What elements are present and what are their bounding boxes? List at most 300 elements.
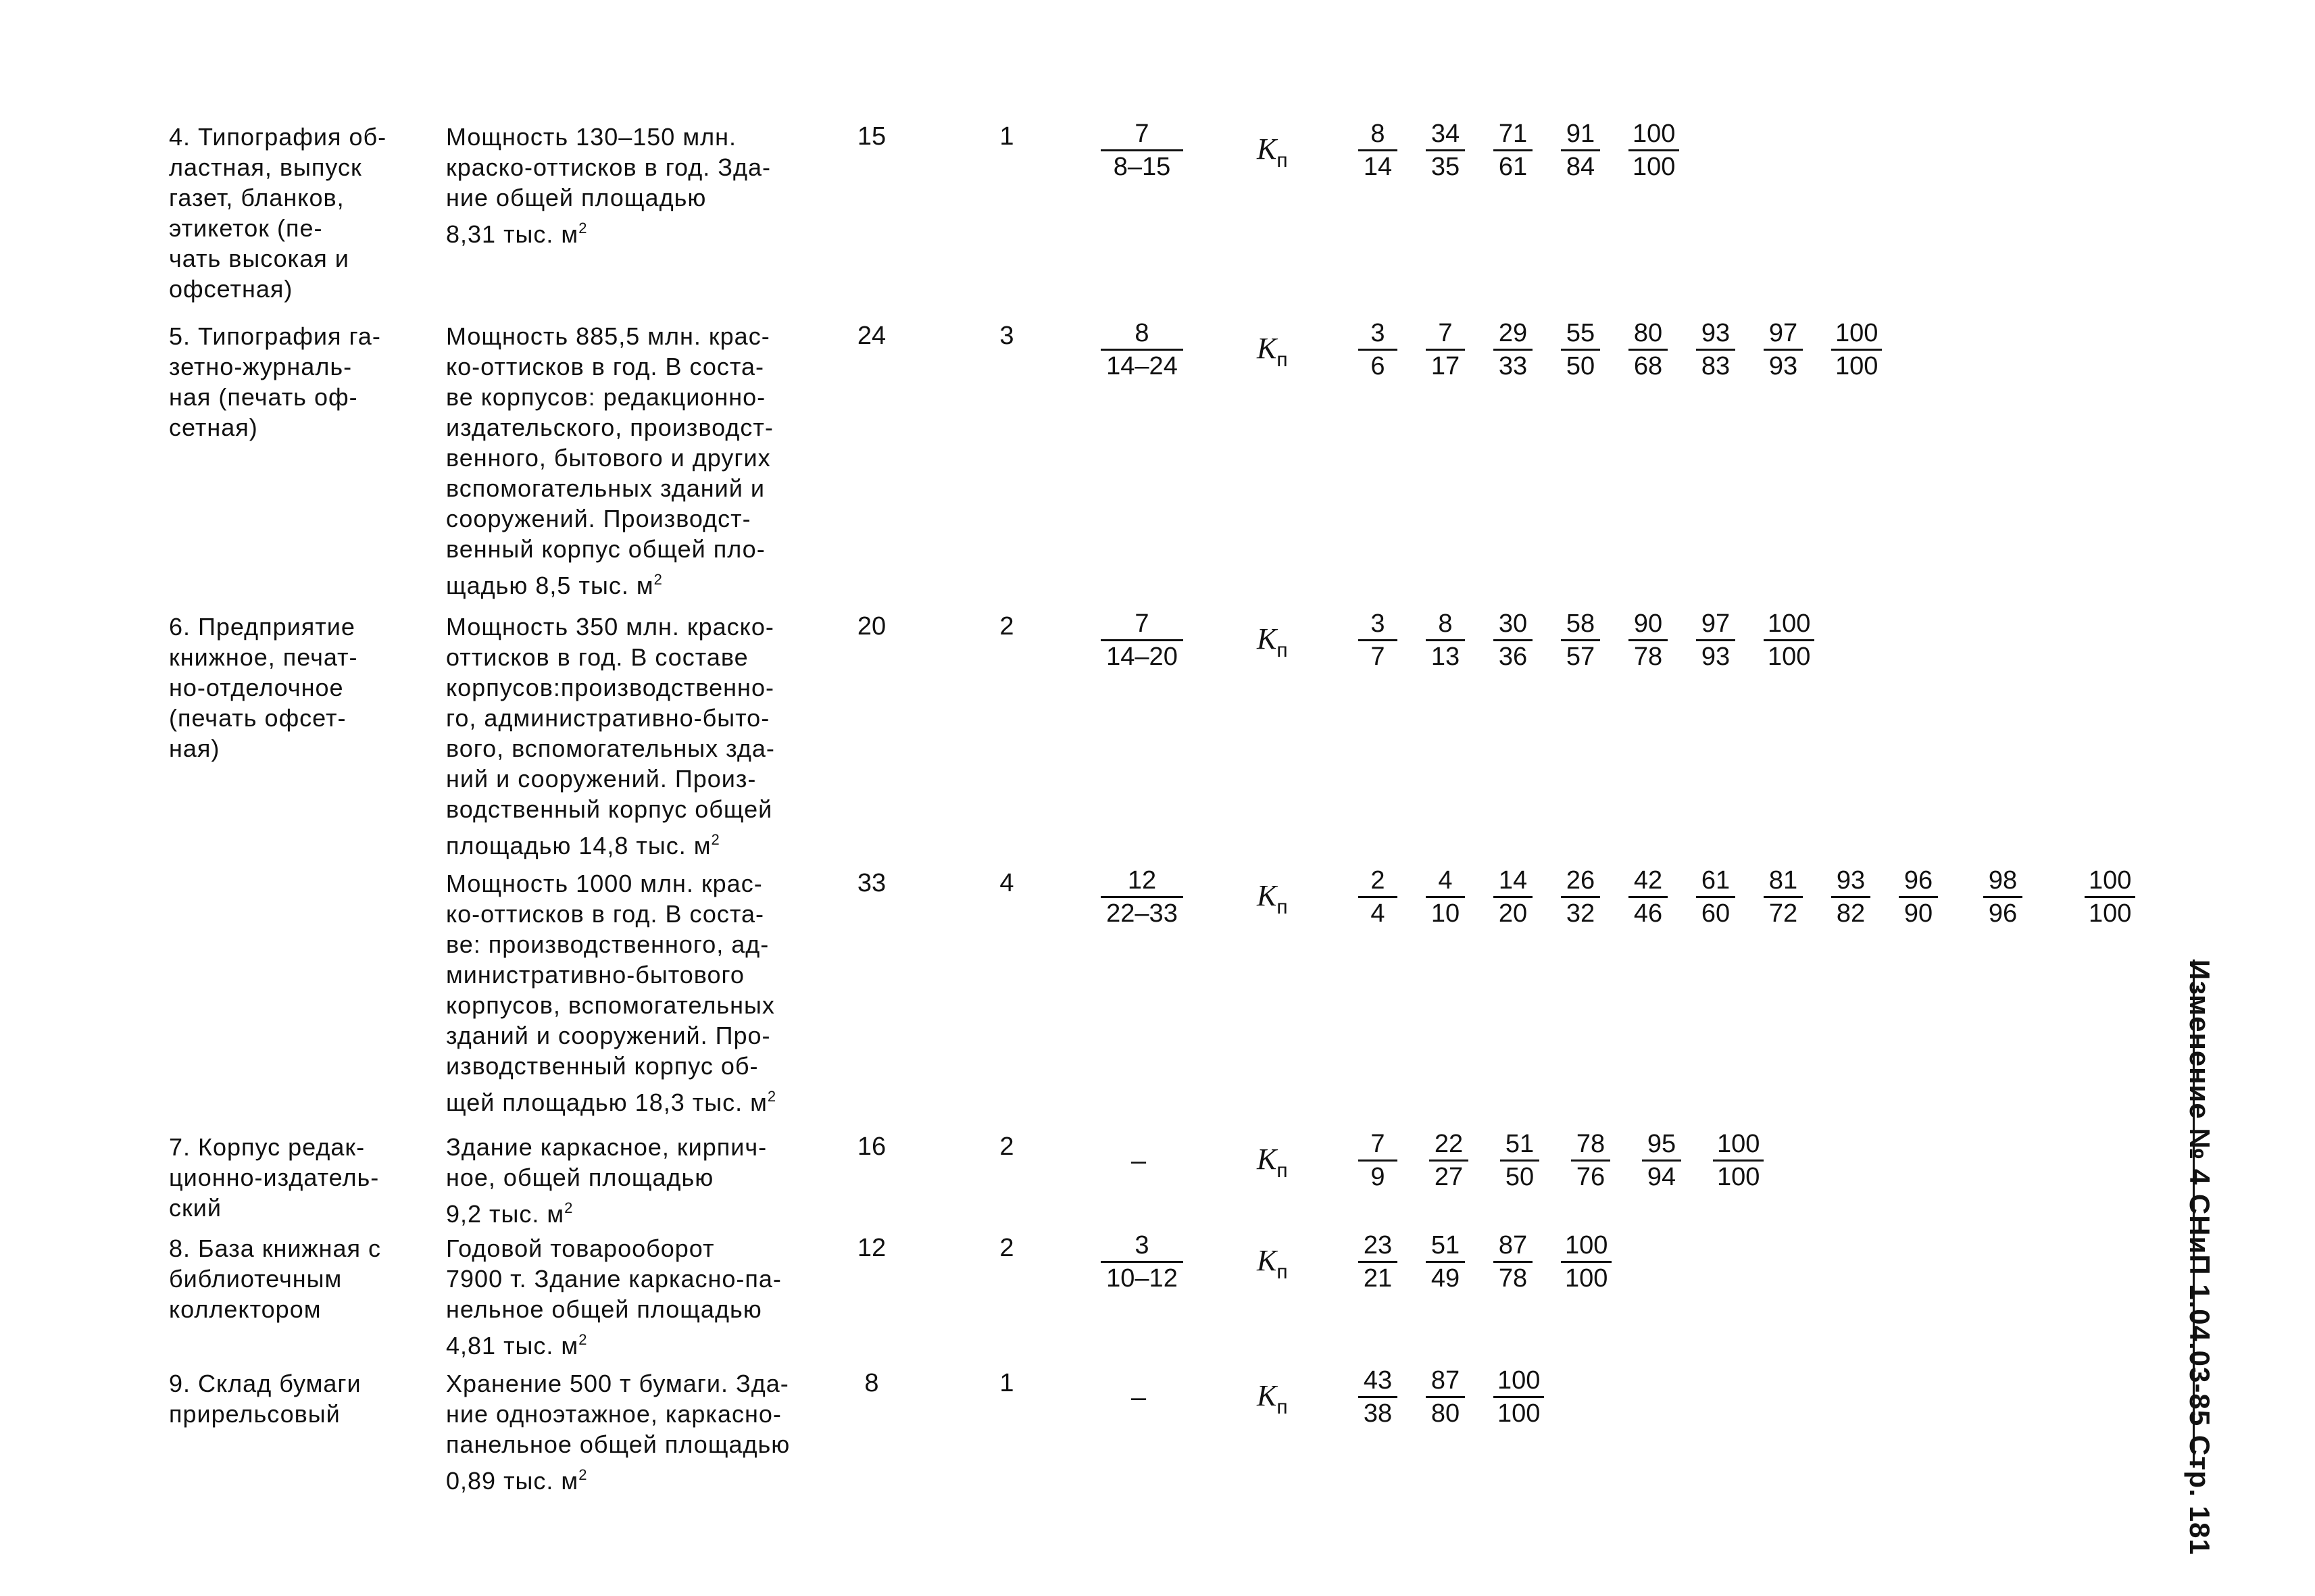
enterprise-description xyxy=(446,321,797,601)
description-line xyxy=(446,412,797,443)
description-text: корпусов:производственно- xyxy=(446,674,774,701)
description-line xyxy=(446,182,797,213)
description-line xyxy=(446,899,797,929)
description-line xyxy=(446,1193,797,1229)
fraction-denominator: 60 xyxy=(1701,899,1731,928)
fraction-numerator: 61 xyxy=(1696,865,1735,898)
kp-base: K xyxy=(1257,332,1277,365)
kp-base: K xyxy=(1257,132,1277,166)
coefficient-fraction xyxy=(1628,865,1668,929)
unit-superscript: 2 xyxy=(578,1331,588,1348)
description-text: министративно-бытового xyxy=(446,961,745,989)
fraction-denominator: 38 xyxy=(1363,1399,1393,1428)
coefficient-fraction xyxy=(1628,318,1668,382)
fraction-numerator: 100 xyxy=(1628,118,1679,151)
coefficient-fraction xyxy=(1358,1128,1397,1193)
coefficient-fraction xyxy=(2085,865,2135,929)
description-text: Хранение 500 т бумаги. Зда- xyxy=(446,1370,789,1397)
fraction-denominator: 72 xyxy=(1768,899,1798,928)
fraction-numerator: 8 xyxy=(1426,608,1465,641)
fraction-numerator: 100 xyxy=(2085,865,2135,898)
unit-superscript: 2 xyxy=(767,1088,777,1105)
fraction-denominator: 96 xyxy=(1988,899,2018,928)
fraction-denominator: 84 xyxy=(1566,153,1595,181)
description-line xyxy=(446,1081,797,1118)
coefficient-fraction xyxy=(1642,1128,1681,1193)
kp-label xyxy=(1257,333,1288,376)
value-a: 24 xyxy=(857,322,887,350)
fraction-denominator: 22–33 xyxy=(1106,899,1178,928)
fraction-denominator: 10–12 xyxy=(1106,1264,1178,1293)
fraction-numerator: 12 xyxy=(1101,865,1183,898)
description-text: 7900 т. Здание каркасно-па- xyxy=(446,1265,782,1293)
kp-base: K xyxy=(1257,879,1277,912)
fraction-numerator: 100 xyxy=(1831,318,1882,351)
description-text: ний и сооружений. Произ- xyxy=(446,765,757,793)
description-line xyxy=(446,473,797,503)
description-text: Мощность 885,5 млн. крас- xyxy=(446,322,770,350)
coefficient-fraction xyxy=(1696,865,1735,929)
fraction-denominator: 90 xyxy=(1903,899,1933,928)
description-line xyxy=(446,321,797,351)
fraction-denominator: 100 xyxy=(1717,1163,1760,1191)
description-text: ве корпусов: редакционно- xyxy=(446,383,766,411)
description-text: Мощность 130–150 млн. xyxy=(446,123,737,151)
description-line xyxy=(446,1429,797,1460)
fraction-denominator: 8–15 xyxy=(1113,153,1171,181)
enterprise-description xyxy=(446,122,797,249)
fraction-numerator: 100 xyxy=(1561,1230,1612,1263)
duration-fraction xyxy=(1074,1230,1210,1294)
description-text: 8,31 тыс. м xyxy=(446,220,579,248)
description-text: ко-оттисков в год. В соста- xyxy=(446,900,765,928)
kp-label xyxy=(1257,624,1288,666)
fraction-numerator: 93 xyxy=(1696,318,1735,351)
description-line xyxy=(446,794,797,824)
fraction-numerator: 3 xyxy=(1101,1230,1183,1263)
enterprise-name-line: ная (печать оф- xyxy=(169,383,358,411)
fraction-denominator: 27 xyxy=(1434,1163,1464,1191)
enterprise-name-line: ционно-издатель- xyxy=(169,1164,380,1191)
description-line xyxy=(446,929,797,959)
coefficient-fraction xyxy=(1426,865,1465,929)
description-line xyxy=(446,152,797,182)
fraction-numerator: 8 xyxy=(1101,318,1183,351)
coefficient-fraction xyxy=(1426,318,1465,382)
duration-fraction xyxy=(1074,318,1210,382)
description-text: вого, вспомогательных зда- xyxy=(446,734,775,762)
description-text: ние одноэтажное, каркасно- xyxy=(446,1400,782,1428)
enterprise-name-line: 9. Склад бумаги xyxy=(169,1370,362,1397)
enterprise-name xyxy=(169,1368,426,1429)
kp-subscript: п xyxy=(1276,149,1288,172)
fraction-denominator: 83 xyxy=(1701,352,1731,380)
value-b: 3 xyxy=(999,322,1014,350)
value-a: 16 xyxy=(857,1132,887,1161)
coefficient-fraction xyxy=(1500,1128,1539,1193)
fraction-denominator: 80 xyxy=(1430,1399,1460,1428)
fraction-denominator: 17 xyxy=(1430,352,1460,380)
fraction-numerator: 100 xyxy=(1764,608,1814,641)
fraction-numerator: 98 xyxy=(1983,865,2022,898)
description-text: краско-оттисков в год. Зда- xyxy=(446,153,772,181)
fraction-numerator: 71 xyxy=(1493,118,1533,151)
description-line xyxy=(446,959,797,990)
fraction-denominator: 100 xyxy=(1497,1399,1541,1428)
fraction-denominator: 78 xyxy=(1633,643,1663,671)
fraction-numerator: 87 xyxy=(1493,1230,1533,1263)
fraction-numerator: 43 xyxy=(1358,1365,1397,1398)
description-line xyxy=(446,672,797,703)
description-text: Здание каркасное, кирпич- xyxy=(446,1133,768,1161)
description-line xyxy=(446,1132,797,1162)
description-text: Годовой товарооборот xyxy=(446,1235,715,1262)
description-text: Мощность 1000 млн. крас- xyxy=(446,870,763,897)
coefficient-fraction xyxy=(1628,118,1679,182)
kp-subscript: п xyxy=(1276,896,1288,918)
description-line xyxy=(446,503,797,534)
enterprise-description xyxy=(446,868,797,1118)
coefficient-fraction xyxy=(1764,318,1803,382)
enterprise-name xyxy=(169,321,426,443)
fraction-denominator: 61 xyxy=(1498,153,1528,181)
coefficient-fraction xyxy=(1493,1230,1533,1294)
description-text: го, административно-быто- xyxy=(446,704,770,732)
fraction-denominator: 20 xyxy=(1498,899,1528,928)
enterprise-name-line: ная) xyxy=(169,734,220,762)
kp-subscript: п xyxy=(1276,639,1288,662)
description-line xyxy=(446,1051,797,1081)
description-text: ное, общей площадью xyxy=(446,1164,714,1191)
fraction-denominator: 6 xyxy=(1370,352,1385,380)
description-text: издательского, производст- xyxy=(446,414,774,441)
fraction-denominator: 14–24 xyxy=(1106,352,1178,380)
description-line xyxy=(446,534,797,564)
enterprise-name-line: (печать офсет- xyxy=(169,704,347,732)
description-line xyxy=(446,990,797,1020)
fraction-denominator: 68 xyxy=(1633,352,1663,380)
description-text: зданий и сооружений. Про- xyxy=(446,1022,771,1049)
fraction-numerator: 97 xyxy=(1764,318,1803,351)
enterprise-name-line: зетно-журналь- xyxy=(169,353,353,380)
fraction-numerator: 7 xyxy=(1101,608,1183,641)
enterprise-name xyxy=(169,612,426,764)
enterprise-name-line: книжное, печат- xyxy=(169,643,358,671)
coefficient-fraction xyxy=(1426,608,1465,672)
duration-fraction xyxy=(1074,118,1210,182)
enterprise-name-line: 6. Предприятие xyxy=(169,613,355,641)
fraction-numerator: 93 xyxy=(1831,865,1870,898)
unit-superscript: 2 xyxy=(653,571,663,588)
fraction-denominator: 94 xyxy=(1647,1163,1676,1191)
fraction-numerator: 23 xyxy=(1358,1230,1397,1263)
description-line xyxy=(446,733,797,764)
coefficient-fraction xyxy=(1561,865,1600,929)
fraction-denominator: 46 xyxy=(1633,899,1663,928)
description-line xyxy=(446,703,797,733)
unit-superscript: 2 xyxy=(711,831,720,848)
fraction-numerator: 100 xyxy=(1713,1128,1764,1162)
fraction-denominator: 50 xyxy=(1505,1163,1535,1191)
enterprise-name-line: сетная) xyxy=(169,414,258,441)
fraction-numerator: 81 xyxy=(1764,865,1803,898)
description-line xyxy=(446,564,797,601)
fraction-numerator: 91 xyxy=(1561,118,1600,151)
description-text: ве: производственного, ад- xyxy=(446,930,770,958)
enterprise-name-line: но-отделочное xyxy=(169,674,344,701)
fraction-denominator: 4 xyxy=(1370,899,1385,928)
fraction-numerator: 90 xyxy=(1628,608,1668,641)
coefficient-fraction xyxy=(1696,318,1735,382)
description-text: нельное общей площадью xyxy=(446,1295,762,1323)
fraction-denominator: 9 xyxy=(1370,1163,1385,1191)
value-a: 33 xyxy=(857,869,887,897)
fraction-numerator: 95 xyxy=(1642,1128,1681,1162)
fraction-denominator: 100 xyxy=(1633,153,1676,181)
kp-subscript: п xyxy=(1276,1159,1288,1182)
enterprise-name-line: 4. Типография об- xyxy=(169,123,387,151)
value-b: 1 xyxy=(999,122,1014,151)
description-text: ние общей площадью xyxy=(446,184,707,211)
fraction-numerator: 3 xyxy=(1358,608,1397,641)
description-line xyxy=(446,1233,797,1264)
description-line xyxy=(446,1460,797,1496)
value-b: 2 xyxy=(999,612,1014,641)
coefficient-fraction xyxy=(1571,1128,1610,1193)
description-line xyxy=(446,382,797,412)
coefficient-fraction xyxy=(1713,1128,1764,1193)
kp-subscript: п xyxy=(1276,349,1288,371)
fraction-numerator: 7 xyxy=(1358,1128,1397,1162)
description-line xyxy=(446,122,797,152)
enterprise-name-line: чать высокая и xyxy=(169,245,349,272)
fraction-denominator: 7 xyxy=(1370,643,1385,671)
side-title: Изменение № 4 СНиП 1.04.03-85 Стр. 181 xyxy=(2184,959,2216,1555)
enterprise-name-line: прирельсовый xyxy=(169,1400,341,1428)
coefficient-fraction xyxy=(1493,118,1533,182)
fraction-denominator: 13 xyxy=(1430,643,1460,671)
description-line xyxy=(446,824,797,861)
enterprise-description xyxy=(446,1233,797,1361)
description-line xyxy=(446,351,797,382)
fraction-numerator: 87 xyxy=(1426,1365,1465,1398)
fraction-denominator: 32 xyxy=(1566,899,1595,928)
fraction-denominator: 10 xyxy=(1430,899,1460,928)
fraction-numerator: 7 xyxy=(1426,318,1465,351)
fraction-numerator: 55 xyxy=(1561,318,1600,351)
kp-label xyxy=(1257,880,1288,923)
value-a: 15 xyxy=(857,122,887,151)
fraction-numerator: 7 xyxy=(1101,118,1183,151)
description-text: площадью 14,8 тыс. м xyxy=(446,832,712,859)
coefficient-fraction xyxy=(1764,865,1803,929)
description-text: вспомогательных зданий и xyxy=(446,474,765,502)
description-text: венного, бытового и других xyxy=(446,444,771,472)
unit-superscript: 2 xyxy=(564,1199,574,1216)
coefficient-fraction xyxy=(1493,608,1533,672)
value-b: 1 xyxy=(999,1369,1014,1397)
kp-label xyxy=(1257,1144,1288,1187)
fraction-numerator: 29 xyxy=(1493,318,1533,351)
fraction-denominator: 78 xyxy=(1498,1264,1528,1293)
fraction-numerator: 30 xyxy=(1493,608,1533,641)
coefficient-fraction xyxy=(1493,865,1533,929)
coefficient-fraction xyxy=(1358,118,1397,182)
fraction-numerator: 3 xyxy=(1358,318,1397,351)
value-a: 20 xyxy=(857,612,887,641)
enterprise-name-line: коллектором xyxy=(169,1295,322,1323)
enterprise-name-line: газет, бланков, xyxy=(169,184,345,211)
coefficient-fraction xyxy=(1561,1230,1612,1294)
enterprise-description xyxy=(446,612,797,861)
value-b: 2 xyxy=(999,1234,1014,1262)
kp-label xyxy=(1257,134,1288,176)
kp-base: K xyxy=(1257,1379,1277,1412)
enterprise-name-line: офсетная) xyxy=(169,275,293,303)
fraction-numerator: 2 xyxy=(1358,865,1397,898)
description-text: корпусов, вспомогательных xyxy=(446,991,775,1019)
coefficient-fraction xyxy=(1561,318,1600,382)
value-b: 4 xyxy=(999,869,1014,897)
coefficient-fraction xyxy=(1426,118,1465,182)
enterprise-description xyxy=(446,1132,797,1229)
enterprise-name xyxy=(169,1233,426,1324)
coefficient-fraction xyxy=(1358,318,1397,382)
kp-subscript: п xyxy=(1276,1261,1288,1283)
coefficient-fraction xyxy=(1358,865,1397,929)
fraction-denominator: 100 xyxy=(2089,899,2132,928)
coefficient-fraction xyxy=(1899,865,1938,929)
enterprise-name-line: этикеток (пе- xyxy=(169,214,323,242)
duration-dash: – xyxy=(1130,1382,1147,1412)
coefficient-fraction xyxy=(1493,1365,1544,1429)
kp-subscript: п xyxy=(1276,1396,1288,1418)
fraction-numerator: 22 xyxy=(1429,1128,1468,1162)
description-text: сооружений. Производст- xyxy=(446,505,751,532)
description-line xyxy=(446,1264,797,1294)
fraction-numerator: 8 xyxy=(1358,118,1397,151)
coefficient-fraction xyxy=(1493,318,1533,382)
description-text: щадью 8,5 тыс. м xyxy=(446,572,654,599)
fraction-numerator: 80 xyxy=(1628,318,1668,351)
description-text: изводственный корпус об- xyxy=(446,1052,759,1080)
unit-superscript: 2 xyxy=(578,220,588,236)
fraction-denominator: 100 xyxy=(1835,352,1878,380)
fraction-denominator: 33 xyxy=(1498,352,1528,380)
description-text: 9,2 тыс. м xyxy=(446,1200,565,1228)
fraction-denominator: 50 xyxy=(1566,352,1595,380)
value-a: 12 xyxy=(857,1234,887,1262)
description-text: панельное общей площадью xyxy=(446,1430,791,1458)
fraction-denominator: 35 xyxy=(1430,153,1460,181)
enterprise-name xyxy=(169,1132,426,1223)
coefficient-fraction xyxy=(1358,1230,1397,1294)
description-text: 4,81 тыс. м xyxy=(446,1332,579,1360)
description-line xyxy=(446,1324,797,1361)
fraction-denominator: 57 xyxy=(1566,643,1595,671)
side-title-container xyxy=(2169,959,2230,1555)
fraction-numerator: 42 xyxy=(1628,865,1668,898)
description-text: венный корпус общей пло- xyxy=(446,535,766,563)
kp-base: K xyxy=(1257,1143,1277,1176)
fraction-numerator: 4 xyxy=(1426,865,1465,898)
description-text: ко-оттисков в год. В соста- xyxy=(446,353,765,380)
description-line xyxy=(446,443,797,473)
coefficient-fraction xyxy=(1426,1365,1465,1429)
fraction-denominator: 21 xyxy=(1363,1264,1393,1293)
fraction-numerator: 100 xyxy=(1493,1365,1544,1398)
description-line xyxy=(446,213,797,249)
description-line xyxy=(446,642,797,672)
coefficient-fraction xyxy=(1429,1128,1468,1193)
description-line xyxy=(446,612,797,642)
description-text: оттисков в год. В составе xyxy=(446,643,749,671)
kp-label xyxy=(1257,1380,1288,1423)
description-text: щей площадью 18,3 тыс. м xyxy=(446,1089,768,1116)
coefficient-fraction xyxy=(1358,608,1397,672)
fraction-denominator: 49 xyxy=(1430,1264,1460,1293)
fraction-numerator: 34 xyxy=(1426,118,1465,151)
coefficient-fraction xyxy=(1561,118,1600,182)
fraction-denominator: 100 xyxy=(1768,643,1811,671)
coefficient-fraction xyxy=(1983,865,2022,929)
duration-dash: – xyxy=(1130,1146,1147,1176)
enterprise-name-line: ластная, выпуск xyxy=(169,153,362,181)
enterprise-name-line: 5. Типография га- xyxy=(169,322,381,350)
coefficient-fraction xyxy=(1561,608,1600,672)
duration-fraction xyxy=(1074,608,1210,672)
fraction-numerator: 58 xyxy=(1561,608,1600,641)
description-line xyxy=(446,1162,797,1193)
description-line xyxy=(446,1368,797,1399)
coefficient-fraction xyxy=(1426,1230,1465,1294)
fraction-denominator: 14–20 xyxy=(1106,643,1178,671)
coefficient-fraction xyxy=(1831,865,1870,929)
description-text: Мощность 350 млн. краско- xyxy=(446,613,774,641)
description-line xyxy=(446,1020,797,1051)
description-line xyxy=(446,1294,797,1324)
fraction-numerator: 51 xyxy=(1500,1128,1539,1162)
description-line xyxy=(446,1399,797,1429)
description-line xyxy=(446,764,797,794)
fraction-denominator: 82 xyxy=(1836,899,1866,928)
fraction-denominator: 100 xyxy=(1565,1264,1608,1293)
coefficient-fraction xyxy=(1831,318,1882,382)
fraction-numerator: 96 xyxy=(1899,865,1938,898)
duration-fraction xyxy=(1074,865,1210,929)
kp-label xyxy=(1257,1245,1288,1288)
fraction-numerator: 78 xyxy=(1571,1128,1610,1162)
enterprise-description xyxy=(446,1368,797,1496)
fraction-denominator: 93 xyxy=(1768,352,1798,380)
coefficient-fraction xyxy=(1696,608,1735,672)
kp-base: K xyxy=(1257,1244,1277,1277)
coefficient-fraction xyxy=(1764,608,1814,672)
kp-base: K xyxy=(1257,622,1277,655)
description-line xyxy=(446,868,797,899)
value-b: 2 xyxy=(999,1132,1014,1161)
enterprise-name-line: ский xyxy=(169,1194,222,1222)
coefficient-fraction xyxy=(1628,608,1668,672)
description-text: 0,89 тыс. м xyxy=(446,1467,579,1495)
unit-superscript: 2 xyxy=(578,1466,588,1483)
enterprise-name-line: 7. Корпус редак- xyxy=(169,1133,366,1161)
description-text: водственный корпус общей xyxy=(446,795,773,823)
fraction-denominator: 14 xyxy=(1363,153,1393,181)
enterprise-name xyxy=(169,122,426,304)
fraction-denominator: 36 xyxy=(1498,643,1528,671)
fraction-denominator: 76 xyxy=(1576,1163,1605,1191)
